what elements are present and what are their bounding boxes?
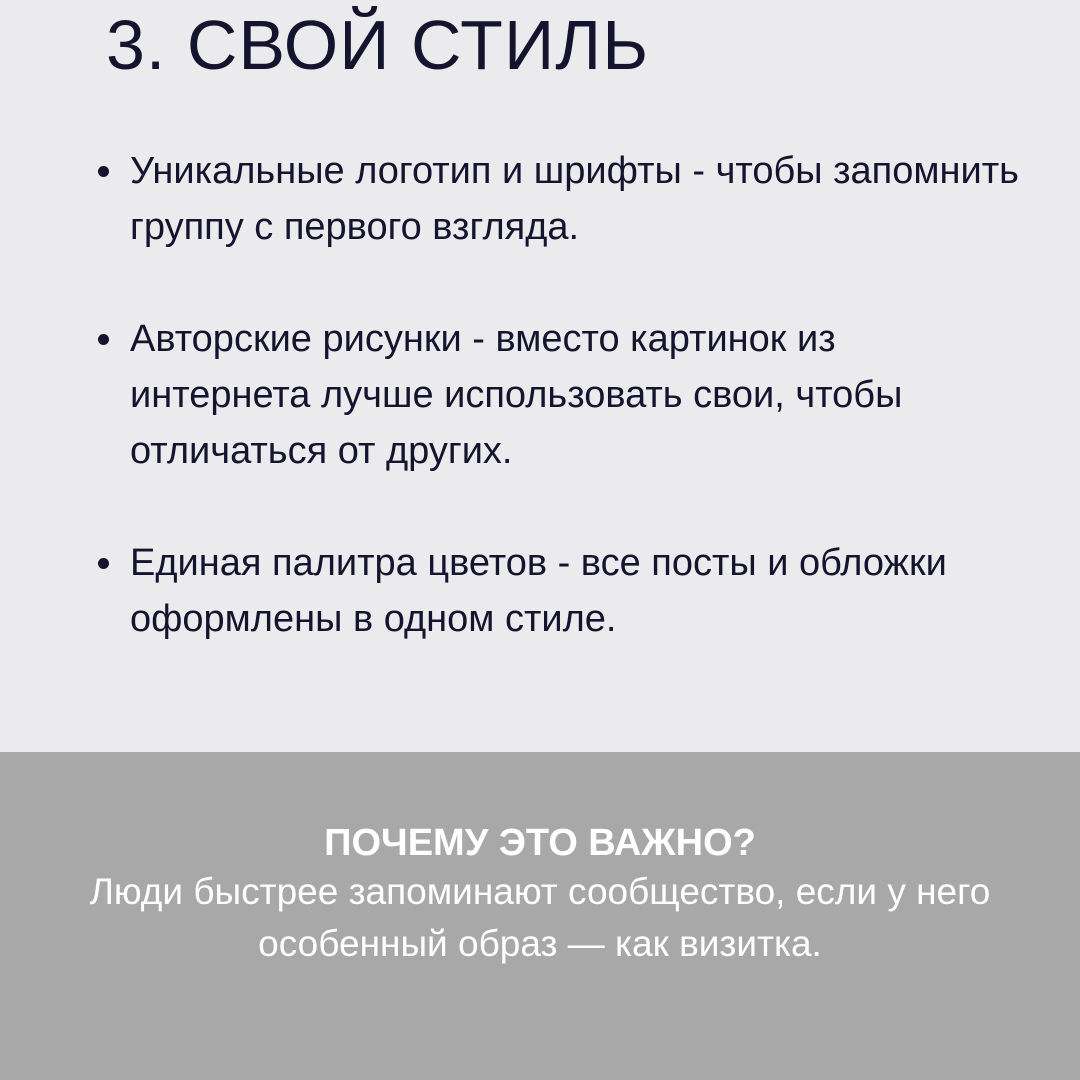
why-important-heading: ПОЧЕМУ ЭТО ВАЖНО? bbox=[324, 822, 756, 864]
list-item-text: Единая палитра цветов - все посты и обложки оформлены в одном стиле. bbox=[130, 542, 947, 640]
bullet-list bbox=[96, 143, 1026, 703]
list-item bbox=[96, 143, 1026, 255]
list-item-text: Уникальные логотип и шрифты - чтобы запомнить группу с первого взгляда. bbox=[130, 150, 1019, 248]
list-item bbox=[96, 535, 1026, 647]
bullet-dot-icon bbox=[98, 166, 109, 177]
page-title: 3. СВОЙ СТИЛЬ bbox=[106, 6, 650, 84]
bullet-dot-icon bbox=[98, 334, 109, 345]
list-item-text: Авторские рисунки - вместо картинок из интернета лучше использовать свои, чтобы отличаться от других. bbox=[130, 318, 903, 472]
bullet-dot-icon bbox=[98, 558, 109, 569]
list-item bbox=[96, 311, 1026, 479]
why-important-text: Люди быстрее запоминают сообщество, если у него особенный образ — как визитка. bbox=[89, 871, 991, 964]
